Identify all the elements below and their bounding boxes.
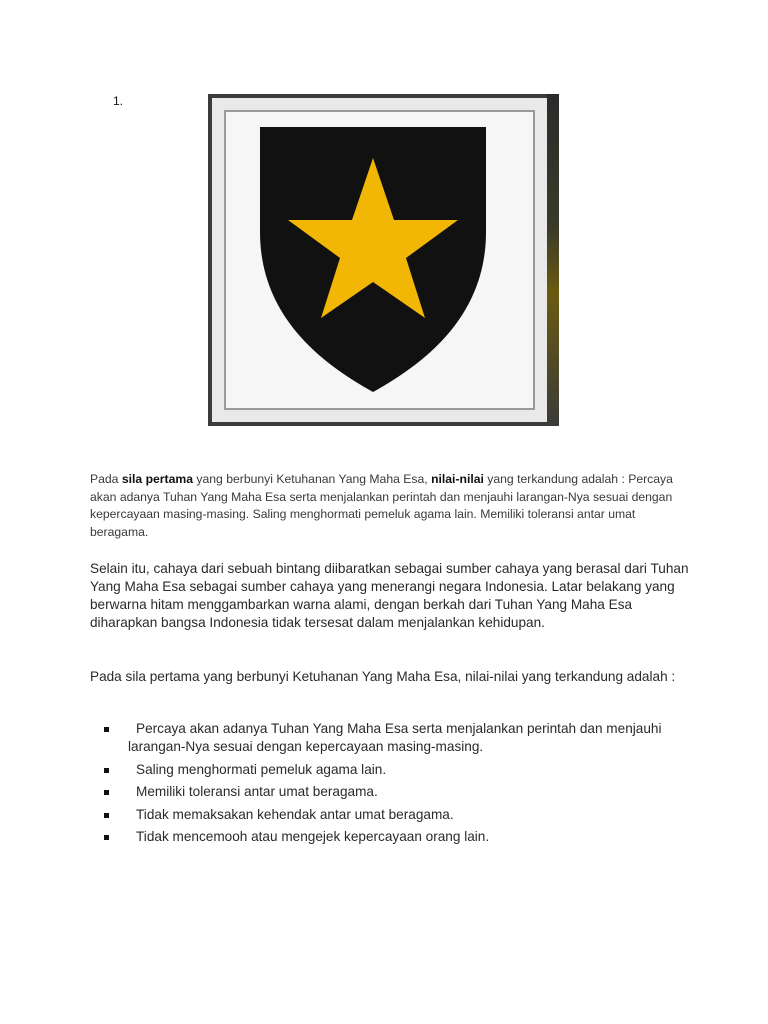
emblem-image (208, 94, 559, 426)
emblem-border (212, 98, 547, 422)
paragraph1-bold-1: sila pertama (121, 472, 193, 486)
emblem-panel (224, 110, 535, 410)
square-bullet-icon (104, 813, 109, 818)
list-item-text: Memiliki toleransi antar umat beragama. (136, 784, 378, 799)
list-number: 1. (113, 94, 124, 108)
square-bullet-icon (104, 768, 109, 773)
list-item-text: Tidak memaksakan kehendak antar umat beragama. (136, 806, 454, 822)
shield-star-icon (226, 112, 533, 408)
list-item-text: Tidak mencemooh atau mengejek kepercayaan orang lain. (136, 829, 490, 844)
paragraph1-bold-2: nilai-nilai (431, 472, 484, 486)
list-item-text: Saling menghormati pemeluk agama lain. (136, 761, 387, 777)
square-bullet-icon (104, 727, 109, 732)
paragraph-sila-pertama (90, 471, 690, 541)
values-list (104, 720, 684, 851)
paragraph1-text-3: yang terkandung adalah : Percaya akan adanya Tuhan Yang Maha Esa serta menjalankan perintah dan menjauhi larangan-Nya sesuai dengan kepercayaan masing-masing. Saling menghormati pemeluk agama lain. Memiliki toleransi antar umat beragama. (90, 472, 673, 539)
list-item (104, 761, 684, 779)
square-bullet-icon (104, 835, 109, 840)
paragraph-intro-list: Pada sila pertama yang berbunyi Ketuhanan Yang Maha Esa, nilai-nilai yang terkandung adalah : (90, 669, 676, 684)
list-item-text: Percaya akan adanya Tuhan Yang Maha Esa serta menjalankan perintah dan menjauhi larangan-Nya sesuai dengan kepercayaan masing-masing. (128, 721, 662, 754)
paragraph1-text-1: Pada (90, 472, 122, 486)
list-item (104, 783, 684, 801)
image-edge-strip (547, 94, 559, 426)
list-item (104, 828, 684, 846)
square-bullet-icon (104, 790, 109, 795)
list-item (104, 806, 684, 824)
paragraph-bintang: Selain itu, cahaya dari sebuah bintang diibaratkan sebagai sumber cahaya yang berasal dari Tuhan Yang Maha Esa sebagai sumber cahaya yang menerangi negara Indonesia. Latar belakang yang berwarna hitam menggambarkan warna alami, dengan berkah dari Tuhan Yang Maha Esa diharapkan bangsa Indonesia tidak tersesat dalam menjalankan kehidupan. (90, 561, 689, 630)
list-item (104, 720, 684, 756)
paragraph1-text-2: yang berbunyi Ketuhanan Yang Maha Esa, (193, 472, 432, 486)
